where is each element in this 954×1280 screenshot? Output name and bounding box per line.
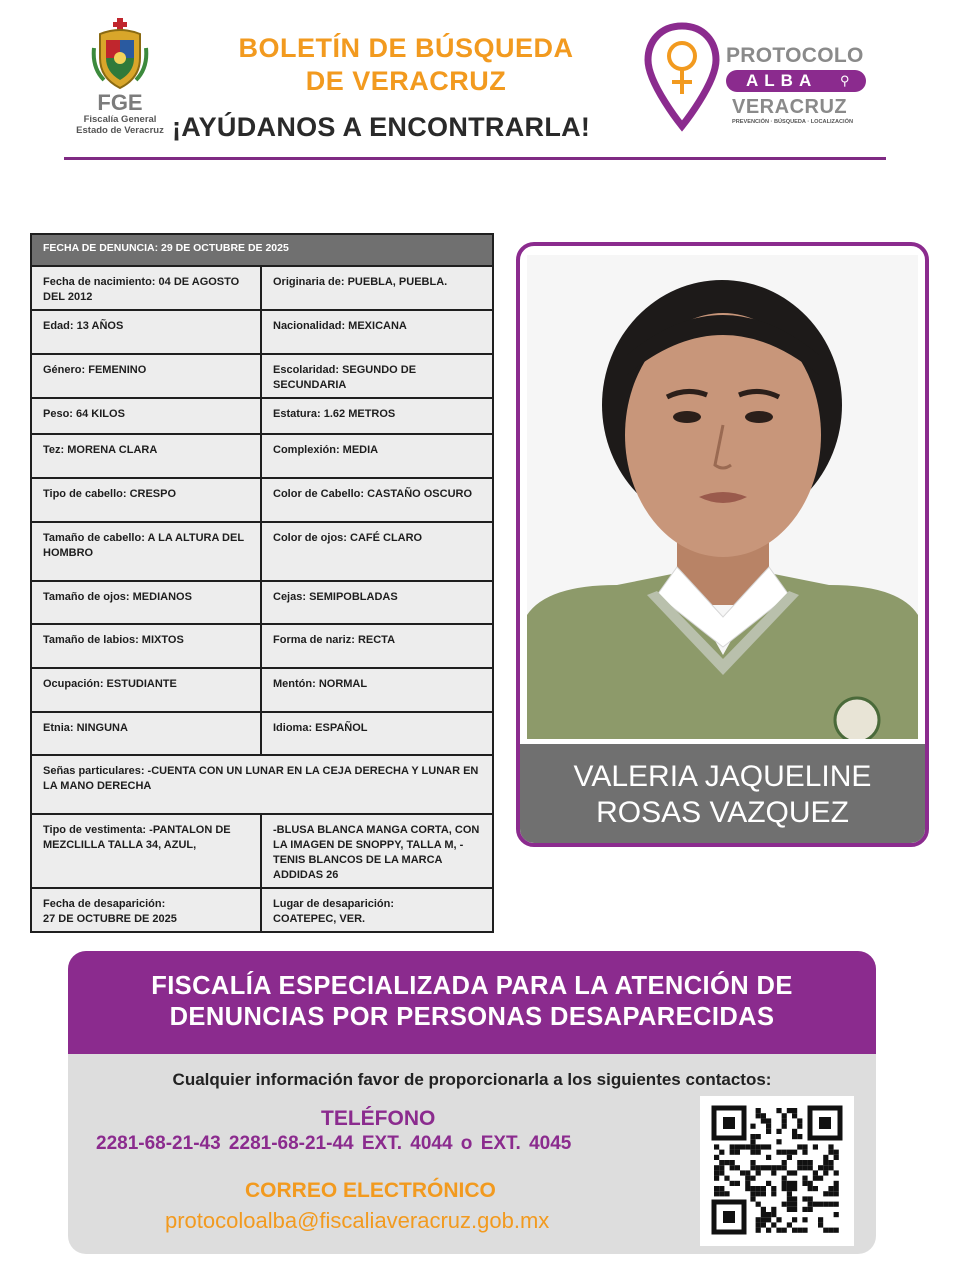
qr-module — [787, 1155, 792, 1160]
qr-module — [792, 1202, 797, 1207]
qr-module — [797, 1228, 802, 1233]
qr-module — [756, 1150, 761, 1155]
schooling-cell: Escolaridad: SEGUNDO DE SECUNDARIA — [261, 354, 493, 398]
agency-banner — [68, 951, 876, 1054]
qr-module — [802, 1144, 807, 1149]
hair-color-cell: Color de Cabello: CASTAÑO OSCURO — [261, 478, 493, 522]
qr-module — [828, 1160, 833, 1165]
qr-module — [782, 1186, 787, 1191]
alba-badge: ALBA — [726, 70, 866, 92]
contact-panel — [68, 951, 876, 1254]
qr-module — [719, 1150, 724, 1155]
bulletin-title-line2: DE VERACRUZ — [305, 66, 507, 96]
table-row — [31, 310, 493, 354]
eye-size-cell: Tamaño de ojos: MEDIANOS — [31, 581, 261, 624]
qr-module — [750, 1196, 755, 1201]
qr-module — [787, 1196, 792, 1201]
qr-module — [828, 1165, 833, 1170]
table-row — [31, 434, 493, 478]
qr-module — [823, 1165, 828, 1170]
qr-module — [787, 1181, 792, 1186]
qr-module — [808, 1196, 813, 1201]
qr-module — [756, 1113, 761, 1118]
qr-module — [714, 1155, 719, 1160]
qr-module — [787, 1108, 792, 1113]
qr-module — [771, 1191, 776, 1196]
qr-module — [735, 1181, 740, 1186]
qr-module — [735, 1150, 740, 1155]
distinguishing-marks-cell: Señas particulares: -CUENTA CON UN LUNAR EN LA CEJA DERECHA Y LUNAR EN LA MANO DERECHA — [31, 755, 493, 814]
alba-veracruz: VERACRUZ — [732, 96, 848, 118]
qr-module — [756, 1134, 761, 1139]
qr-module — [823, 1228, 828, 1233]
qr-module — [792, 1108, 797, 1113]
magnifier-icon: ⚲ — [840, 73, 850, 88]
qr-module — [834, 1150, 839, 1155]
disappearance-place-value: COATEPEC, VER. — [273, 913, 366, 925]
qr-module — [792, 1181, 797, 1186]
phone-numbers: 2281-68-21-43 2281-68-21-44 EXT. 4044 o EXT. 4045 — [96, 1133, 572, 1154]
qr-module — [761, 1144, 766, 1149]
qr-module — [818, 1176, 823, 1181]
nationality-cell: Nacionalidad: MEXICANA — [261, 310, 493, 354]
qr-module — [802, 1181, 807, 1186]
header-divider — [64, 157, 886, 160]
qr-module — [756, 1222, 761, 1227]
qr-module — [761, 1212, 766, 1217]
qr-module — [808, 1202, 813, 1207]
qr-module — [802, 1207, 807, 1212]
agency-line1: FISCALÍA ESPECIALIZADA PARA LA ATENCIÓN DE — [151, 972, 793, 1000]
qr-module — [808, 1207, 813, 1212]
qr-module — [834, 1191, 839, 1196]
lips-cell: Tamaño de labios: MIXTOS — [31, 624, 261, 668]
qr-module — [782, 1181, 787, 1186]
agency-line2: DENUNCIAS POR PERSONAS DESAPARECIDAS — [169, 1003, 775, 1031]
qr-module — [761, 1217, 766, 1222]
qr-module — [719, 1170, 724, 1175]
qr-module — [745, 1176, 750, 1181]
qr-module — [724, 1160, 729, 1165]
qr-module — [756, 1186, 761, 1191]
qr-module — [750, 1144, 755, 1149]
qr-module — [797, 1144, 802, 1149]
qr-module — [787, 1191, 792, 1196]
qr-module — [776, 1139, 781, 1144]
qr-module — [813, 1170, 818, 1175]
qr-module — [750, 1139, 755, 1144]
nose-cell: Forma de nariz: RECTA — [261, 624, 493, 668]
qr-module — [714, 1165, 719, 1170]
qr-module — [782, 1160, 787, 1165]
qr-module — [797, 1134, 802, 1139]
missing-person-photo — [527, 255, 918, 739]
qr-module — [813, 1186, 818, 1191]
qr-module — [756, 1170, 761, 1175]
table-row — [31, 814, 493, 888]
qr-module — [813, 1176, 818, 1181]
qr-module — [834, 1170, 839, 1175]
qr-module — [740, 1144, 745, 1149]
qr-module — [802, 1228, 807, 1233]
name-line2: ROSAS VAZQUEZ — [596, 796, 849, 829]
bulletin-title — [176, 32, 636, 98]
qr-module — [782, 1176, 787, 1181]
alba-tagline: PREVENCIÓN · BÚSQUEDA · LOCALIZACIÓN — [732, 119, 853, 125]
qr-module — [714, 1191, 719, 1196]
qr-module — [730, 1160, 735, 1165]
table-row — [31, 478, 493, 522]
qr-module — [766, 1118, 771, 1123]
fge-abbr: FGE — [97, 90, 143, 115]
qr-module — [813, 1144, 818, 1149]
location-pin-female-icon — [644, 22, 720, 132]
qr-module — [771, 1170, 776, 1175]
qr-module — [828, 1191, 833, 1196]
qr-module — [735, 1144, 740, 1149]
qr-module — [818, 1165, 823, 1170]
contact-instructions: Cualquier información favor de proporcionarla a los siguientes contactos: — [172, 1070, 772, 1089]
table-row — [31, 266, 493, 310]
fge-line2: Estado de Veracruz — [76, 125, 164, 136]
table-row — [31, 581, 493, 624]
qr-module — [750, 1124, 755, 1129]
qr-module — [766, 1228, 771, 1233]
qr-module — [719, 1160, 724, 1165]
qr-module — [787, 1202, 792, 1207]
qr-module — [756, 1191, 761, 1196]
qr-module — [823, 1160, 828, 1165]
origin-cell: Originaria de: PUEBLA, PUEBLA. — [261, 266, 493, 310]
qr-module — [776, 1228, 781, 1233]
qr-module — [823, 1170, 828, 1175]
qr-module — [761, 1207, 766, 1212]
qr-module — [756, 1165, 761, 1170]
qr-module — [761, 1222, 766, 1227]
age-cell: Edad: 13 AÑOS — [31, 310, 261, 354]
fge-line1: Fiscalía General — [83, 114, 157, 125]
qr-module — [771, 1212, 776, 1217]
qr-module — [766, 1181, 771, 1186]
qr-module — [782, 1165, 787, 1170]
qr-module — [761, 1113, 766, 1118]
missing-person-card — [516, 242, 929, 847]
qr-module — [834, 1186, 839, 1191]
qr-module — [782, 1202, 787, 1207]
build-cell: Complexión: MEDIA — [261, 434, 493, 478]
qr-module — [828, 1186, 833, 1191]
qr-module — [828, 1202, 833, 1207]
qr-module — [745, 1186, 750, 1191]
qr-module — [745, 1144, 750, 1149]
qr-module — [750, 1160, 755, 1165]
qr-module — [750, 1165, 755, 1170]
hair-length-cell: Tamaño de cabello: A LA ALTURA DEL HOMBRO — [31, 522, 261, 581]
qr-module — [766, 1144, 771, 1149]
gender-cell: Género: FEMENINO — [31, 354, 261, 398]
skin-cell: Tez: MORENA CLARA — [31, 434, 261, 478]
qr-module — [756, 1228, 761, 1233]
qr-module — [782, 1150, 787, 1155]
qr-module — [750, 1150, 755, 1155]
qr-module — [823, 1202, 828, 1207]
qr-module — [792, 1196, 797, 1201]
qr-module — [740, 1170, 745, 1175]
qr-module — [818, 1217, 823, 1222]
phone-label: TELÉFONO — [321, 1107, 436, 1130]
qr-module — [724, 1191, 729, 1196]
qr-module — [797, 1165, 802, 1170]
qr-module — [808, 1181, 813, 1186]
qr-module — [771, 1207, 776, 1212]
qr-module — [735, 1165, 740, 1170]
email-label: CORREO ELECTRÓNICO — [245, 1179, 496, 1202]
qr-module — [782, 1228, 787, 1233]
qr-module — [719, 1186, 724, 1191]
qr-module — [792, 1134, 797, 1139]
qr-module — [797, 1124, 802, 1129]
qr-module — [745, 1181, 750, 1186]
qr-module — [750, 1176, 755, 1181]
help-headline: ¡AYÚDANOS A ENCONTRARLA! — [172, 112, 591, 142]
qr-module — [782, 1113, 787, 1118]
hair-type-cell: Tipo de cabello: CRESPO — [31, 478, 261, 522]
qr-module — [802, 1165, 807, 1170]
qr-module — [787, 1222, 792, 1227]
eyebrows-cell: Cejas: SEMIPOBLADAS — [261, 581, 493, 624]
table-row — [31, 712, 493, 755]
table-row — [31, 354, 493, 398]
qr-module — [714, 1176, 719, 1181]
qr-module — [766, 1212, 771, 1217]
qr-module — [714, 1144, 719, 1149]
qr-module — [787, 1207, 792, 1212]
qr-module — [766, 1124, 771, 1129]
qr-module — [719, 1165, 724, 1170]
qr-code-icon[interactable] — [700, 1096, 854, 1246]
ethnicity-cell: Etnia: NINGUNA — [31, 712, 261, 755]
qr-module — [834, 1202, 839, 1207]
qr-module — [776, 1217, 781, 1222]
person-details-table — [30, 233, 494, 933]
qr-module — [823, 1191, 828, 1196]
qr-module — [802, 1217, 807, 1222]
qr-module — [834, 1181, 839, 1186]
qr-module — [766, 1217, 771, 1222]
occupation-cell: Ocupación: ESTUDIANTE — [31, 668, 261, 712]
qr-module — [730, 1144, 735, 1149]
qr-module — [771, 1186, 776, 1191]
qr-module — [776, 1129, 781, 1134]
qr-module — [828, 1228, 833, 1233]
qr-module — [828, 1150, 833, 1155]
alba-protocolo: PROTOCOLO — [726, 44, 864, 67]
bulletin-title-line1: BOLETÍN DE BÚSQUEDA — [238, 33, 574, 63]
veracruz-coat-of-arms-icon — [90, 18, 150, 90]
qr-module — [782, 1124, 787, 1129]
qr-module — [792, 1129, 797, 1134]
clothing-right-cell: -BLUSA BLANCA MANGA CORTA, CON LA IMAGEN DE SNOPPY, TALLA M, -TENIS BLANCOS DE LA MARCA ADDIDAS 26 — [261, 814, 493, 888]
qr-module — [766, 1165, 771, 1170]
qr-module — [792, 1113, 797, 1118]
qr-module — [750, 1134, 755, 1139]
disappearance-date-label: Fecha de desaparición: — [43, 898, 166, 910]
qr-module — [828, 1144, 833, 1149]
qr-module — [756, 1202, 761, 1207]
table-row — [31, 888, 493, 932]
fge-logo — [66, 18, 174, 136]
email-address[interactable]: protocoloalba@fiscaliaveracruz.gob.mx — [165, 1208, 550, 1233]
qr-module — [782, 1118, 787, 1123]
name-line1: VALERIA JAQUELINE — [573, 760, 872, 793]
chin-cell: Mentón: NORMAL — [261, 668, 493, 712]
height-cell: Estatura: 1.62 METROS — [261, 398, 493, 434]
qr-module — [745, 1170, 750, 1175]
qr-module — [823, 1155, 828, 1160]
qr-module — [808, 1165, 813, 1170]
qr-module — [808, 1160, 813, 1165]
table-row — [31, 624, 493, 668]
qr-module — [730, 1165, 735, 1170]
qr-module — [792, 1207, 797, 1212]
qr-module — [802, 1160, 807, 1165]
qr-module — [756, 1144, 761, 1149]
qr-module — [761, 1186, 766, 1191]
qr-module — [730, 1150, 735, 1155]
qr-module — [787, 1186, 792, 1191]
qr-module — [818, 1222, 823, 1227]
qr-module — [792, 1150, 797, 1155]
qr-module — [750, 1191, 755, 1196]
qr-module — [756, 1108, 761, 1113]
qr-module — [802, 1150, 807, 1155]
disappearance-date-value: 27 DE OCTUBRE DE 2025 — [43, 913, 177, 925]
qr-module — [750, 1186, 755, 1191]
qr-module — [792, 1228, 797, 1233]
qr-module — [761, 1165, 766, 1170]
qr-module — [808, 1186, 813, 1191]
birth-date-cell: Fecha de nacimiento: 04 DE AGOSTO DEL 2012 — [31, 266, 261, 310]
table-row — [31, 398, 493, 434]
qr-module — [802, 1196, 807, 1201]
clothing-left-cell: Tipo de vestimenta: -PANTALON DE MEZCLILLA TALLA 34, AZUL, — [31, 814, 261, 888]
eye-color-cell: Color de ojos: CAFÉ CLARO — [261, 522, 493, 581]
disappearance-date-cell — [31, 888, 261, 932]
qr-module — [787, 1170, 792, 1175]
qr-module — [730, 1181, 735, 1186]
qr-module — [792, 1186, 797, 1191]
qr-module — [802, 1176, 807, 1181]
qr-module — [834, 1155, 839, 1160]
report-date: FECHA DE DENUNCIA: 29 DE OCTUBRE DE 2025 — [31, 234, 493, 266]
qr-module — [756, 1217, 761, 1222]
qr-module — [818, 1202, 823, 1207]
qr-module — [714, 1186, 719, 1191]
table-row — [31, 522, 493, 581]
qr-module — [797, 1118, 802, 1123]
qr-module — [766, 1129, 771, 1134]
disappearance-place-label: Lugar de desaparición: — [273, 898, 395, 910]
disappearance-place-cell — [261, 888, 493, 932]
table-row — [31, 234, 493, 266]
missing-person-name — [520, 744, 925, 847]
table-row — [31, 755, 493, 814]
qr-module — [776, 1165, 781, 1170]
qr-module — [714, 1170, 719, 1175]
qr-module — [792, 1217, 797, 1222]
qr-module — [724, 1176, 729, 1181]
qr-module — [787, 1150, 792, 1155]
qr-module — [792, 1170, 797, 1175]
qr-module — [834, 1228, 839, 1233]
qr-module — [797, 1160, 802, 1165]
qr-module — [766, 1155, 771, 1160]
qr-module — [776, 1150, 781, 1155]
qr-module — [813, 1202, 818, 1207]
qr-module — [771, 1222, 776, 1227]
qr-module — [834, 1212, 839, 1217]
qr-module — [761, 1191, 766, 1196]
table-row — [31, 668, 493, 712]
qr-module — [776, 1108, 781, 1113]
weight-cell: Peso: 64 KILOS — [31, 398, 261, 434]
qr-module — [771, 1165, 776, 1170]
protocolo-alba-logo — [640, 20, 890, 135]
language-cell: Idioma: ESPAÑOL — [261, 712, 493, 755]
qr-module — [719, 1191, 724, 1196]
qr-module — [761, 1118, 766, 1123]
